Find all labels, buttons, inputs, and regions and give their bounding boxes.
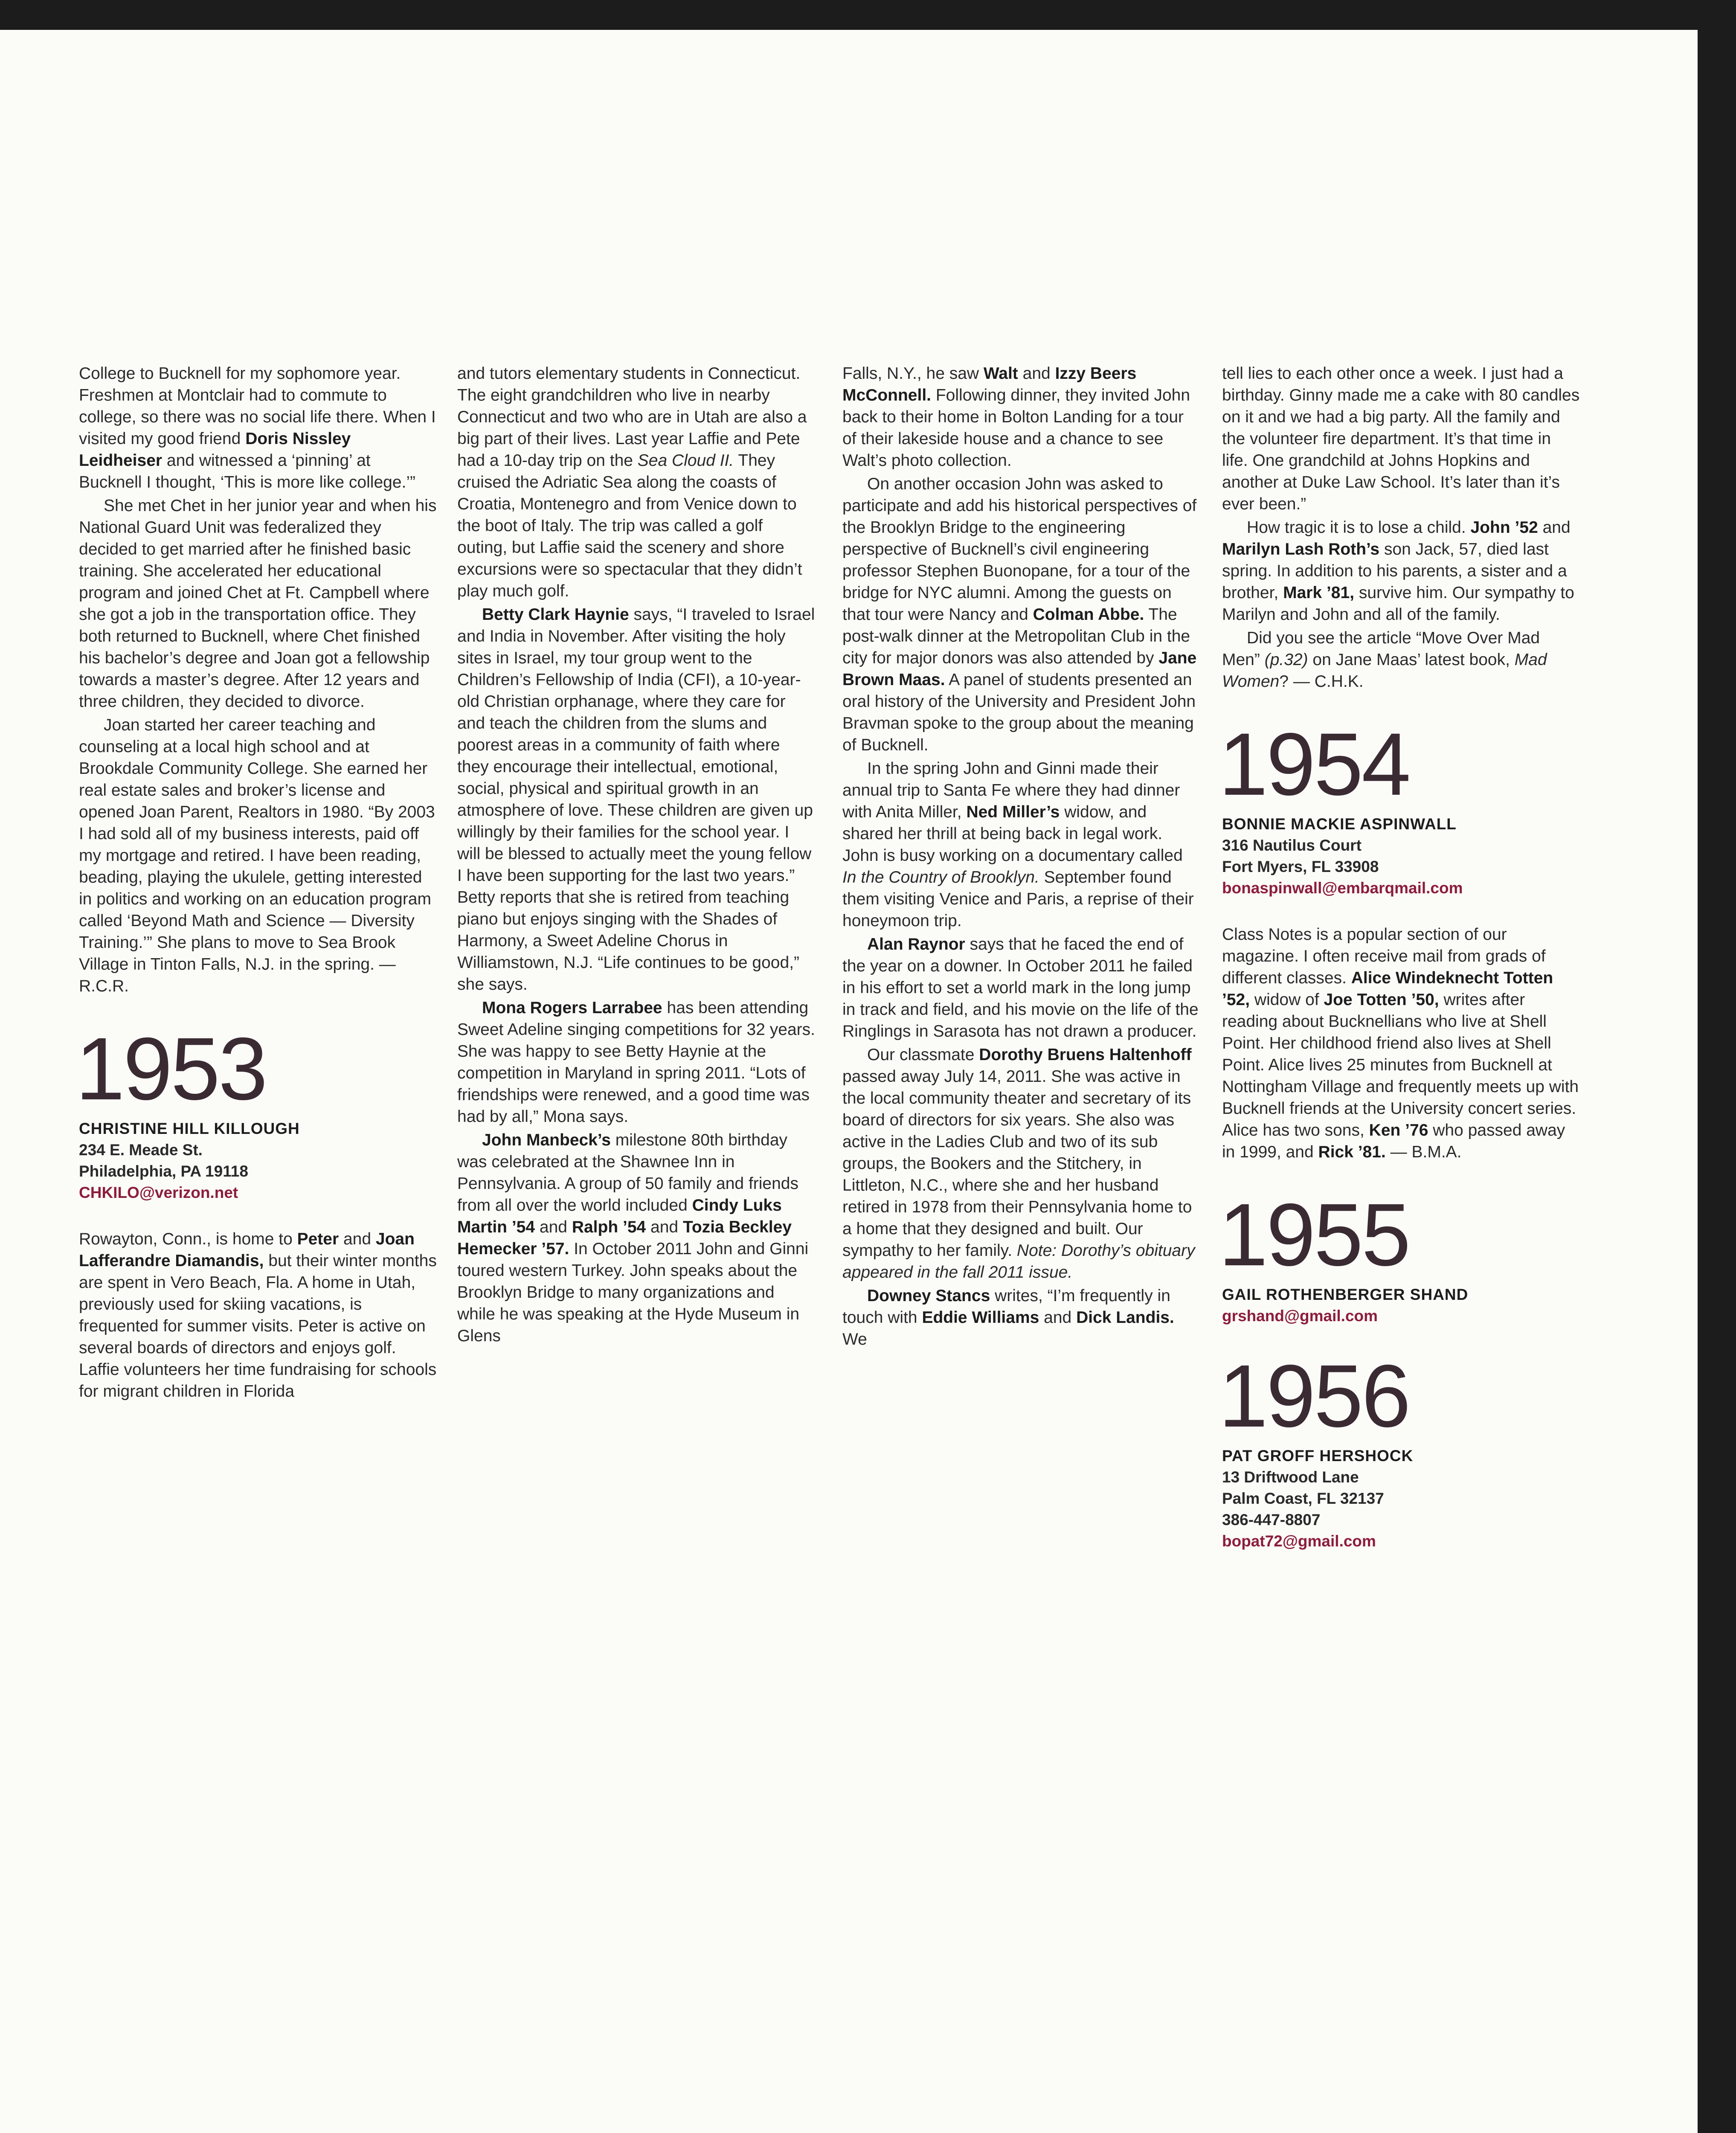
- reporter-name: BONNIE MACKIE ASPINWALL: [1222, 815, 1457, 833]
- reporter-city: Fort Myers, FL 33908: [1222, 858, 1379, 875]
- column-2: [457, 363, 816, 1348]
- reporter-email-link[interactable]: bonaspinwall@embarqmail.com: [1222, 879, 1463, 897]
- column-4: [1219, 363, 1580, 1577]
- paragraph: and tutors elementary students in Connecticut. The eight grandchildren who live in nearby Connecticut and two who are in Utah are also a big part of their lives. Last year Laffie and Pete had a 10-day trip on the Sea Cloud II. They cruised the Adriatic Sea along the coasts of Croatia, Montenegro and from Venice down to the boot of Italy. The trip was called a golf outing, but Laffie said the scenery and shore excursions were so spectacular that they didn’t play much golf.: [457, 364, 807, 600]
- class-reporter-contact: [1222, 1284, 1580, 1327]
- class-reporter-contact: [1222, 1445, 1580, 1552]
- paragraph: Our classmate Dorothy Bruens Haltenhoff passed away July 14, 2011. She was active in the local community theater and secretary of its board of directors for six years. She also was active in the Ladies Club and two of its sub groups, the Bookers and the Stitchery, in Littleton, N.C., where she and her husband retired in 1978 from their Pennsylvania home to a home that they designed and built. Our sympathy to her family. Note: Dorothy’s obituary appeared in the fall 2011 issue.: [842, 1046, 1195, 1282]
- paragraph: John Manbeck’s milestone 80th birthday was celebrated at the Shawnee Inn in Pennsylvania. A group of 50 family and friends from all over the world included Cindy Luks Martin ’54 and Ralph ’54 and Tozia Beckley Hemecker ’57. In October 2011 John and Ginni toured western Turkey. John speaks about the Brooklyn Bridge to many organizations and while he was speaking at the Hyde Museum in Glens: [457, 1131, 809, 1345]
- class-year-heading: 1956: [1219, 1347, 1409, 1446]
- paragraph: In the spring John and Ginni made their annual trip to Santa Fe where they had dinner with Anita Miller, Ned Miller’s widow, and shared her thrill at being back in legal work. John is busy working on a documentary called In the Country of Brooklyn. September found them visiting Venice and Paris, a reprise of their honeymoon trip.: [842, 759, 1194, 930]
- reporter-city: Philadelphia, PA 19118: [79, 1162, 248, 1180]
- paragraph: College to Bucknell for my sophomore year. Freshmen at Montclair had to commute to college, so there was no social life there. When I visited my good friend Doris Nissley Leidheiser and witnessed a ‘pinning’ at Bucknell I thought, ‘This is more like college.’”: [79, 364, 436, 491]
- paragraph: Class Notes is a popular section of our magazine. I often receive mail from grads of different classes. Alice Windeknecht Totten ’52, widow of Joe Totten ’50, writes after reading about Bucknellians who live at Shell Point. Her childhood friend also lives at Shell Point. Alice lives 25 minutes from Bucknell at Nottingham Village and frequently meets up with Bucknell friends at the University concert series. Alice has two sons, Ken ’76 who passed away in 1999, and Rick ’81. — B.M.A.: [1222, 925, 1579, 1161]
- paragraph: Rowayton, Conn., is home to Peter and Joan Lafferandre Diamandis, but their winter months are spent in Vero Beach, Fla. A home in Utah, previously used for skiing vacations, is frequented for summer visits. Peter is active on several boards of directors and enjoys golf. Laffie volunteers her time fundraising for schools for migrant children in Florida: [79, 1230, 437, 1401]
- paragraph: tell lies to each other once a week. I just had a birthday. Ginny made me a cake with 80 candles on it and we had a big party. All the family and the volunteer fire department. It’s that time in life. One grandchild at Johns Hopkins and another at Duke Law School. It’s later than it’s ever been.”: [1222, 364, 1580, 513]
- paragraph: Betty Clark Haynie says, “I traveled to Israel and India in November. After visiting the holy sites in Israel, my tour group went to the Children’s Fellowship of India (CFI), a 10-year-old Christian orphanage, where they care for and teach the children from the slums and poorest areas in a community of faith where they encourage their intellectual, emotional, social, physical and spiritual growth in an atmosphere of love. These children are given up willingly by their families for the school year. I will be blessed to actually meet the young fellow I have been supporting for the last two years.” Betty reports that she is retired from teaching piano but enjoys singing with the Shades of Harmony, a Sweet Adeline Chorus in Williamstown, N.J. “Life continues to be good,” she says.: [457, 605, 815, 994]
- reporter-city: Palm Coast, FL 32137: [1222, 1490, 1384, 1507]
- reporter-address: 13 Driftwood Lane: [1222, 1468, 1359, 1486]
- class-reporter-contact: [79, 1118, 437, 1203]
- reporter-name: CHRISTINE HILL KILLOUGH: [79, 1120, 300, 1137]
- paragraph: How tragic it is to lose a child. John ’52 and Marilyn Lash Roth’s son Jack, 57, died last spring. In addition to his parents, a sister and a brother, Mark ’81, survive him. Our sympathy to Marilyn and John and all of the family.: [1222, 518, 1574, 624]
- reporter-name: GAIL ROTHENBERGER SHAND: [1222, 1286, 1469, 1303]
- paragraph: Mona Rogers Larrabee has been attending Sweet Adeline singing competitions for 32 years. She was happy to see Betty Haynie at the competition in Maryland in spring 2011. “Lots of friendships were renewed, and a good time was had by all,” Mona says.: [457, 999, 815, 1126]
- class-year-heading: 1953: [75, 1020, 266, 1119]
- paragraph: Downey Stancs writes, “I’m frequently in touch with Eddie Williams and Dick Landis. We: [842, 1287, 1174, 1348]
- paragraph: Alan Raynor says that he faced the end of the year on a downer. In October 2011 he failed in his effort to set a world mark in the long jump in track and field, and his movie on the life of the Ringlings in Sarasota has not drawn a producer.: [842, 935, 1199, 1040]
- reporter-phone: 386-447-8807: [1222, 1511, 1321, 1529]
- paragraph: Falls, N.Y., he saw Walt and Izzy Beers McConnell. Following dinner, they invited John back to their home in Bolton Landing for a tour of their lakeside house and a chance to see Walt’s photo collection.: [842, 364, 1190, 470]
- reporter-address: 234 E. Meade St.: [79, 1141, 203, 1159]
- reporter-email-link[interactable]: grshand@gmail.com: [1222, 1307, 1378, 1325]
- column-1: [75, 363, 437, 1404]
- alumni-name: Doris Nissley Leidheiser: [79, 430, 351, 470]
- class-reporter-contact: [1222, 814, 1580, 899]
- paragraph: Joan started her career teaching and counseling at a local high school and at Brookdale Community College. She earned her real estate sales and broker’s license and opened Joan Parent, Realtors in 1980. “By 2003 I had sold all of my business interests, paid off my mortgage and retired. I have been reading, beading, playing the ukulele, getting interested in politics and working on an education program called ‘Beyond Math and Science — Diversity Training.’” She plans to move to Sea Brook Village in Tinton Falls, N.J. in the spring. — R.C.R.: [79, 716, 435, 995]
- column-3: [842, 363, 1201, 1352]
- paragraph: On another occasion John was asked to participate and add his historical perspectives of the Brooklyn Bridge to the engineering perspective of Bucknell’s civil engineering professor Stephen Buonopane, for a tour of the bridge for NYC alumni. Among the guests on that tour were Nancy and Colman Abbe. The post-walk dinner at the Metropolitan Club in the city for major donors was also attended by Jane Brown Maas. A panel of students presented an oral history of the University and President John Bravman spoke to the group about the meaning of Bucknell.: [842, 475, 1197, 754]
- reporter-email-link[interactable]: CHKILO@verizon.net: [79, 1184, 238, 1201]
- reporter-address: 316 Nautilus Court: [1222, 837, 1362, 854]
- paragraph: She met Chet in her junior year and when his National Guard Unit was federalized they decided to get married after he finished basic training. She accelerated her educational program and joined Chet at Ft. Campbell where she got a job in the transportation office. They both returned to Bucknell, where Chet finished his bachelor’s degree and Joan got a fellowship towards a master’s degree. After 12 years and three children, they decided to divorce.: [79, 497, 437, 711]
- reporter-email-link[interactable]: bopat72@gmail.com: [1222, 1532, 1376, 1550]
- class-year-heading: 1955: [1219, 1186, 1409, 1284]
- paragraph: Did you see the article “Move Over Mad Men” (p.32) on Jane Maas’ latest book, Mad Women? — C.H.K.: [1222, 629, 1547, 691]
- class-year-heading: 1954: [1219, 715, 1409, 814]
- reporter-name: PAT GROFF HERSHOCK: [1222, 1447, 1414, 1465]
